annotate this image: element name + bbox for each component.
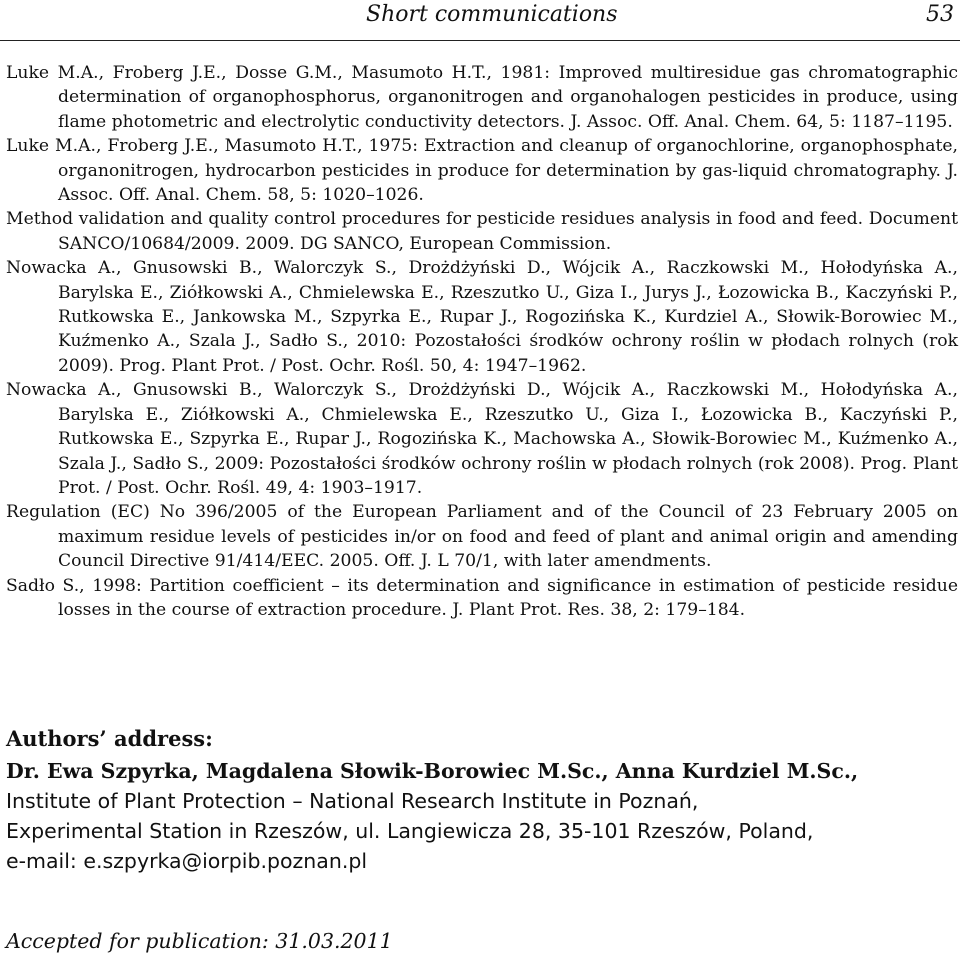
author-names: Dr. Ewa Szpyrka, Magdalena Słowik-Borowiec M.Sc., Anna Kurdziel M.Sc., [6,759,859,783]
accepted-date: Accepted for publication: 31.03.2011 [6,929,393,953]
page-number: 53 [926,2,954,27]
authors-heading: Authors’ address: [6,726,213,751]
author-station: Experimental Station in Rzeszów, ul. Langiewicza 28, 35-101 Rzeszów, Poland, [6,819,814,843]
authors-address [6,724,958,876]
reference-item: Sadło S., 1998: Partition coefficient – its determination and significance in estimation of pesticide residue losses in the course of extraction procedure. J. Plant Prot. Res. 38, 2: 179–184. [6,575,958,620]
running-head [0,2,960,32]
reference-item: Nowacka A., Gnusowski B., Walorczyk S., Drożdżyński D., Wójcik A., Raczkowski M., Hołodyńska A., Barylska E., Ziółkowski A., Chmielewska E., Rzeszutko U., Giza I., Jurys J., Łozowicka B., Kaczyński P., Rutkowska E., Jankowska M., Szpyrka E., Rupar J., Rogozińska K., Kurdziel A., Słowik-Borowiec M., Kuźmenko A., Szala J., Sadło S., 2010: Pozostałości środków ochrony roślin w płodach rolnych (rok 2009). Prog. Plant Prot. / Post. Ochr. Rośl. 50, 4: 1947–1962. [6,258,958,376]
author-institute: Institute of Plant Protection – National Research Institute in Poznań, [6,789,699,813]
running-title: Short communications [366,2,618,27]
reference-item: Luke M.A., Froberg J.E., Dosse G.M., Masumoto H.T., 1981: Improved multiresidue gas chromatographic determination of organophosphorus, organonitrogen and organohalogen pesticides in produce, using flame photometric and electrolytic conductivity detectors. J. Assoc. Off. Anal. Chem. 64, 5: 1187–1195. [6,63,958,132]
header-rule [0,40,960,41]
reference-item: Regulation (EC) No 396/2005 of the European Parliament and of the Council of 23 February 2005 on maximum residue levels of pesticides in/or on food and feed of plant and animal origin and amending Council Directive 91/414/EEC. 2005. Off. J. L 70/1, with later amendments. [6,502,958,572]
reference-list [6,61,958,622]
reference-item: Luke M.A., Froberg J.E., Masumoto H.T., 1975: Extraction and cleanup of organochlorine, organophosphate, organonitrogen, hydrocarbon pesticides in produce for determination by gas-liquid chromatography. J. Assoc. Off. Anal. Chem. 58, 5: 1020–1026. [6,136,958,206]
author-email: e-mail: e.szpyrka@iorpib.poznan.pl [6,849,368,873]
reference-item: Method validation and quality control procedures for pesticide residues analysis in food and feed. Document SANCO/10684/2009. 2009. DG SANCO, European Commission. [6,209,958,254]
reference-item: Nowacka A., Gnusowski B., Walorczyk S., Drożdżyński D., Wójcik A., Raczkowski M., Hołodyńska A., Barylska E., Ziółkowski A., Chmielewska E., Rzeszutko U., Giza I., Łozowicka B., Kaczyński P., Rutkowska E., Szpyrka E., Rupar J., Rogozińska K., Machowska A., Słowik-Borowiec M., Kuźmenko A., Szala J., Sadło S., 2009: Pozostałości środków ochrony roślin w płodach rolnych (rok 2008). Prog. Plant Prot. / Post. Ochr. Rośl. 49, 4: 1903–1917. [6,380,958,498]
